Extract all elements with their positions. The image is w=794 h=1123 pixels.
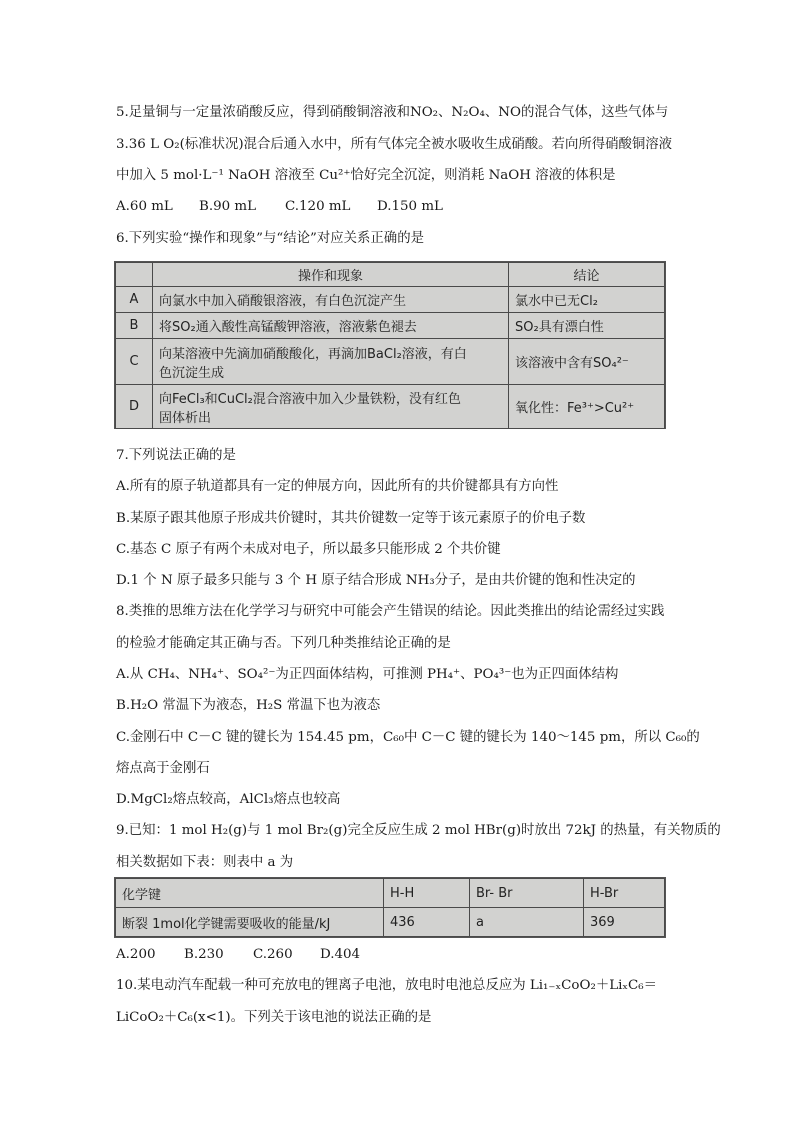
q8-option-c-line2: 熔点高于金刚石 bbox=[116, 761, 210, 776]
operation-cell: 将SO₂通入酸性高锰酸钾溶液，溶液紫色褪去 bbox=[153, 313, 509, 339]
q5-option-a: A.60 mL bbox=[116, 199, 173, 214]
q9-value-hbr: 369 bbox=[584, 908, 665, 937]
q5-line3: 中加入 5 mol·L⁻¹ NaOH 溶液至 Cu²⁺恰好完全沉淀，则消耗 NaOH 溶液的体积是 bbox=[116, 168, 616, 183]
q9-header-hh: H-H bbox=[384, 879, 470, 908]
table-row bbox=[116, 908, 665, 937]
q5-option-d: D.150 mL bbox=[377, 199, 443, 214]
q5-line1: 5.足量铜与一定量浓硝酸反应，得到硝酸铜溶液和NO₂、N₂O₄、NO的混合气体，这些气体与 bbox=[116, 105, 669, 120]
table-row bbox=[116, 339, 665, 385]
q9-option-c: C.260 bbox=[253, 947, 293, 962]
conclusion-cell: 氧化性：Fe³⁺>Cu²⁺ bbox=[509, 385, 665, 429]
q6-header-blank bbox=[116, 263, 153, 287]
conclusion-cell: SO₂具有漂白性 bbox=[509, 313, 665, 339]
q5-options bbox=[116, 197, 443, 217]
operation-cell: 向氯水中加入硝酸银溶液，有白色沉淀产生 bbox=[153, 287, 509, 313]
q9-option-b: B.230 bbox=[184, 947, 224, 962]
q6-header-conclusion: 结论 bbox=[509, 263, 665, 287]
q9-header-hbr: H-Br bbox=[584, 879, 665, 908]
row-label: C bbox=[116, 339, 153, 385]
q8-option-b: B.H₂O 常温下为液态，H₂S 常温下也为液态 bbox=[116, 698, 381, 713]
operation-line-1: 向FeCl₃和CuCl₂混合溶液中加入少量铁粉，没有红色 bbox=[159, 391, 461, 407]
row-label: B bbox=[116, 313, 153, 339]
table-row bbox=[116, 313, 665, 339]
q9-header-brbr: Br- Br bbox=[470, 879, 584, 908]
q7-option-c: C.基态 C 原子有两个未成对电子，所以最多只能形成 2 个共价键 bbox=[116, 542, 501, 557]
q9-value-brbr: a bbox=[470, 908, 584, 937]
table-row bbox=[116, 385, 665, 429]
q10-line2: LiCoO₂＋C₆(x<1)。下列关于该电池的说法正确的是 bbox=[116, 1010, 432, 1025]
q9-stem-line1: 9.已知：1 mol H₂(g)与 1 mol Br₂(g)完全反应生成 2 mol HBr(g)时放出 72kJ 的热量，有关物质的 bbox=[116, 823, 721, 838]
q9-options bbox=[116, 945, 360, 965]
q9-row-label: 断裂 1mol化学键需要吸收的能量/kJ bbox=[116, 908, 384, 937]
q10-line1: 10.某电动汽车配载一种可充放电的锂离子电池，放电时电池总反应为 Li₁₋ₓCoO₂＋LiₓC₆＝ bbox=[116, 978, 658, 993]
operation-line-2: 色沉淀生成 bbox=[159, 365, 225, 381]
q9-header-bond: 化学键 bbox=[116, 879, 384, 908]
operation-line-1: 向某溶液中先滴加硝酸酸化，再滴加BaCl₂溶液，有白 bbox=[159, 346, 467, 362]
q9-table-header bbox=[116, 879, 665, 908]
operation-line-2: 固体析出 bbox=[159, 410, 212, 426]
q8-stem-line1: 8.类推的思维方法在化学学习与研究中可能会产生错误的结论。因此类推出的结论需经过实践 bbox=[116, 604, 665, 619]
q9-option-d: D.404 bbox=[320, 947, 361, 962]
q7-stem: 7.下列说法正确的是 bbox=[116, 448, 236, 463]
q9-option-a: A.200 bbox=[116, 947, 156, 962]
q8-option-a: A.从 CH₄、NH₄⁺、SO₄²⁻为正四面体结构，可推测 PH₄⁺、PO₄³⁻也为正四面体结构 bbox=[116, 667, 619, 682]
q9-table bbox=[114, 877, 666, 938]
q5-line2: 3.36 L O₂(标准状况)混合后通入水中，所有气体完全被水吸收生成硝酸。若向所得硝酸铜溶液 bbox=[116, 137, 673, 152]
q6-stem: 6.下列实验“操作和现象”与“结论”对应关系正确的是 bbox=[116, 231, 424, 246]
q6-table-header bbox=[116, 263, 665, 287]
q6-table bbox=[114, 261, 666, 429]
q8-option-d: D.MgCl₂熔点较高，AlCl₃熔点也较高 bbox=[116, 792, 341, 807]
q9-stem-line2: 相关数据如下表：则表中 a 为 bbox=[116, 855, 294, 870]
table-row bbox=[116, 287, 665, 313]
q8-stem-line2: 的检验才能确定其正确与否。下列几种类推结论正确的是 bbox=[116, 636, 451, 651]
q6-header-operation: 操作和现象 bbox=[153, 263, 509, 287]
q7-option-b: B.某原子跟其他原子形成共价键时，其共价键数一定等于该元素原子的价电子数 bbox=[116, 511, 586, 526]
conclusion-cell: 该溶液中含有SO₄²⁻ bbox=[509, 339, 665, 385]
operation-cell bbox=[153, 339, 509, 385]
q7-option-d: D.1 个 N 原子最多只能与 3 个 H 原子结合形成 NH₃分子，是由共价键的饱和性决定的 bbox=[116, 573, 636, 588]
q8-option-c-line1: C.金刚石中 C－C 键的键长为 154.45 pm，C₆₀中 C－C 键的键长为 140～145 pm，所以 C₆₀的 bbox=[116, 730, 700, 745]
operation-cell bbox=[153, 385, 509, 429]
row-label: D bbox=[116, 385, 153, 429]
q5-option-c: C.120 mL bbox=[285, 199, 351, 214]
row-label: A bbox=[116, 287, 153, 313]
q7-option-a: A.所有的原子轨道都具有一定的伸展方向，因此所有的共价键都具有方向性 bbox=[116, 479, 559, 494]
q5-option-b: B.90 mL bbox=[199, 199, 256, 214]
q9-value-hh: 436 bbox=[384, 908, 470, 937]
conclusion-cell: 氯水中已无Cl₂ bbox=[509, 287, 665, 313]
